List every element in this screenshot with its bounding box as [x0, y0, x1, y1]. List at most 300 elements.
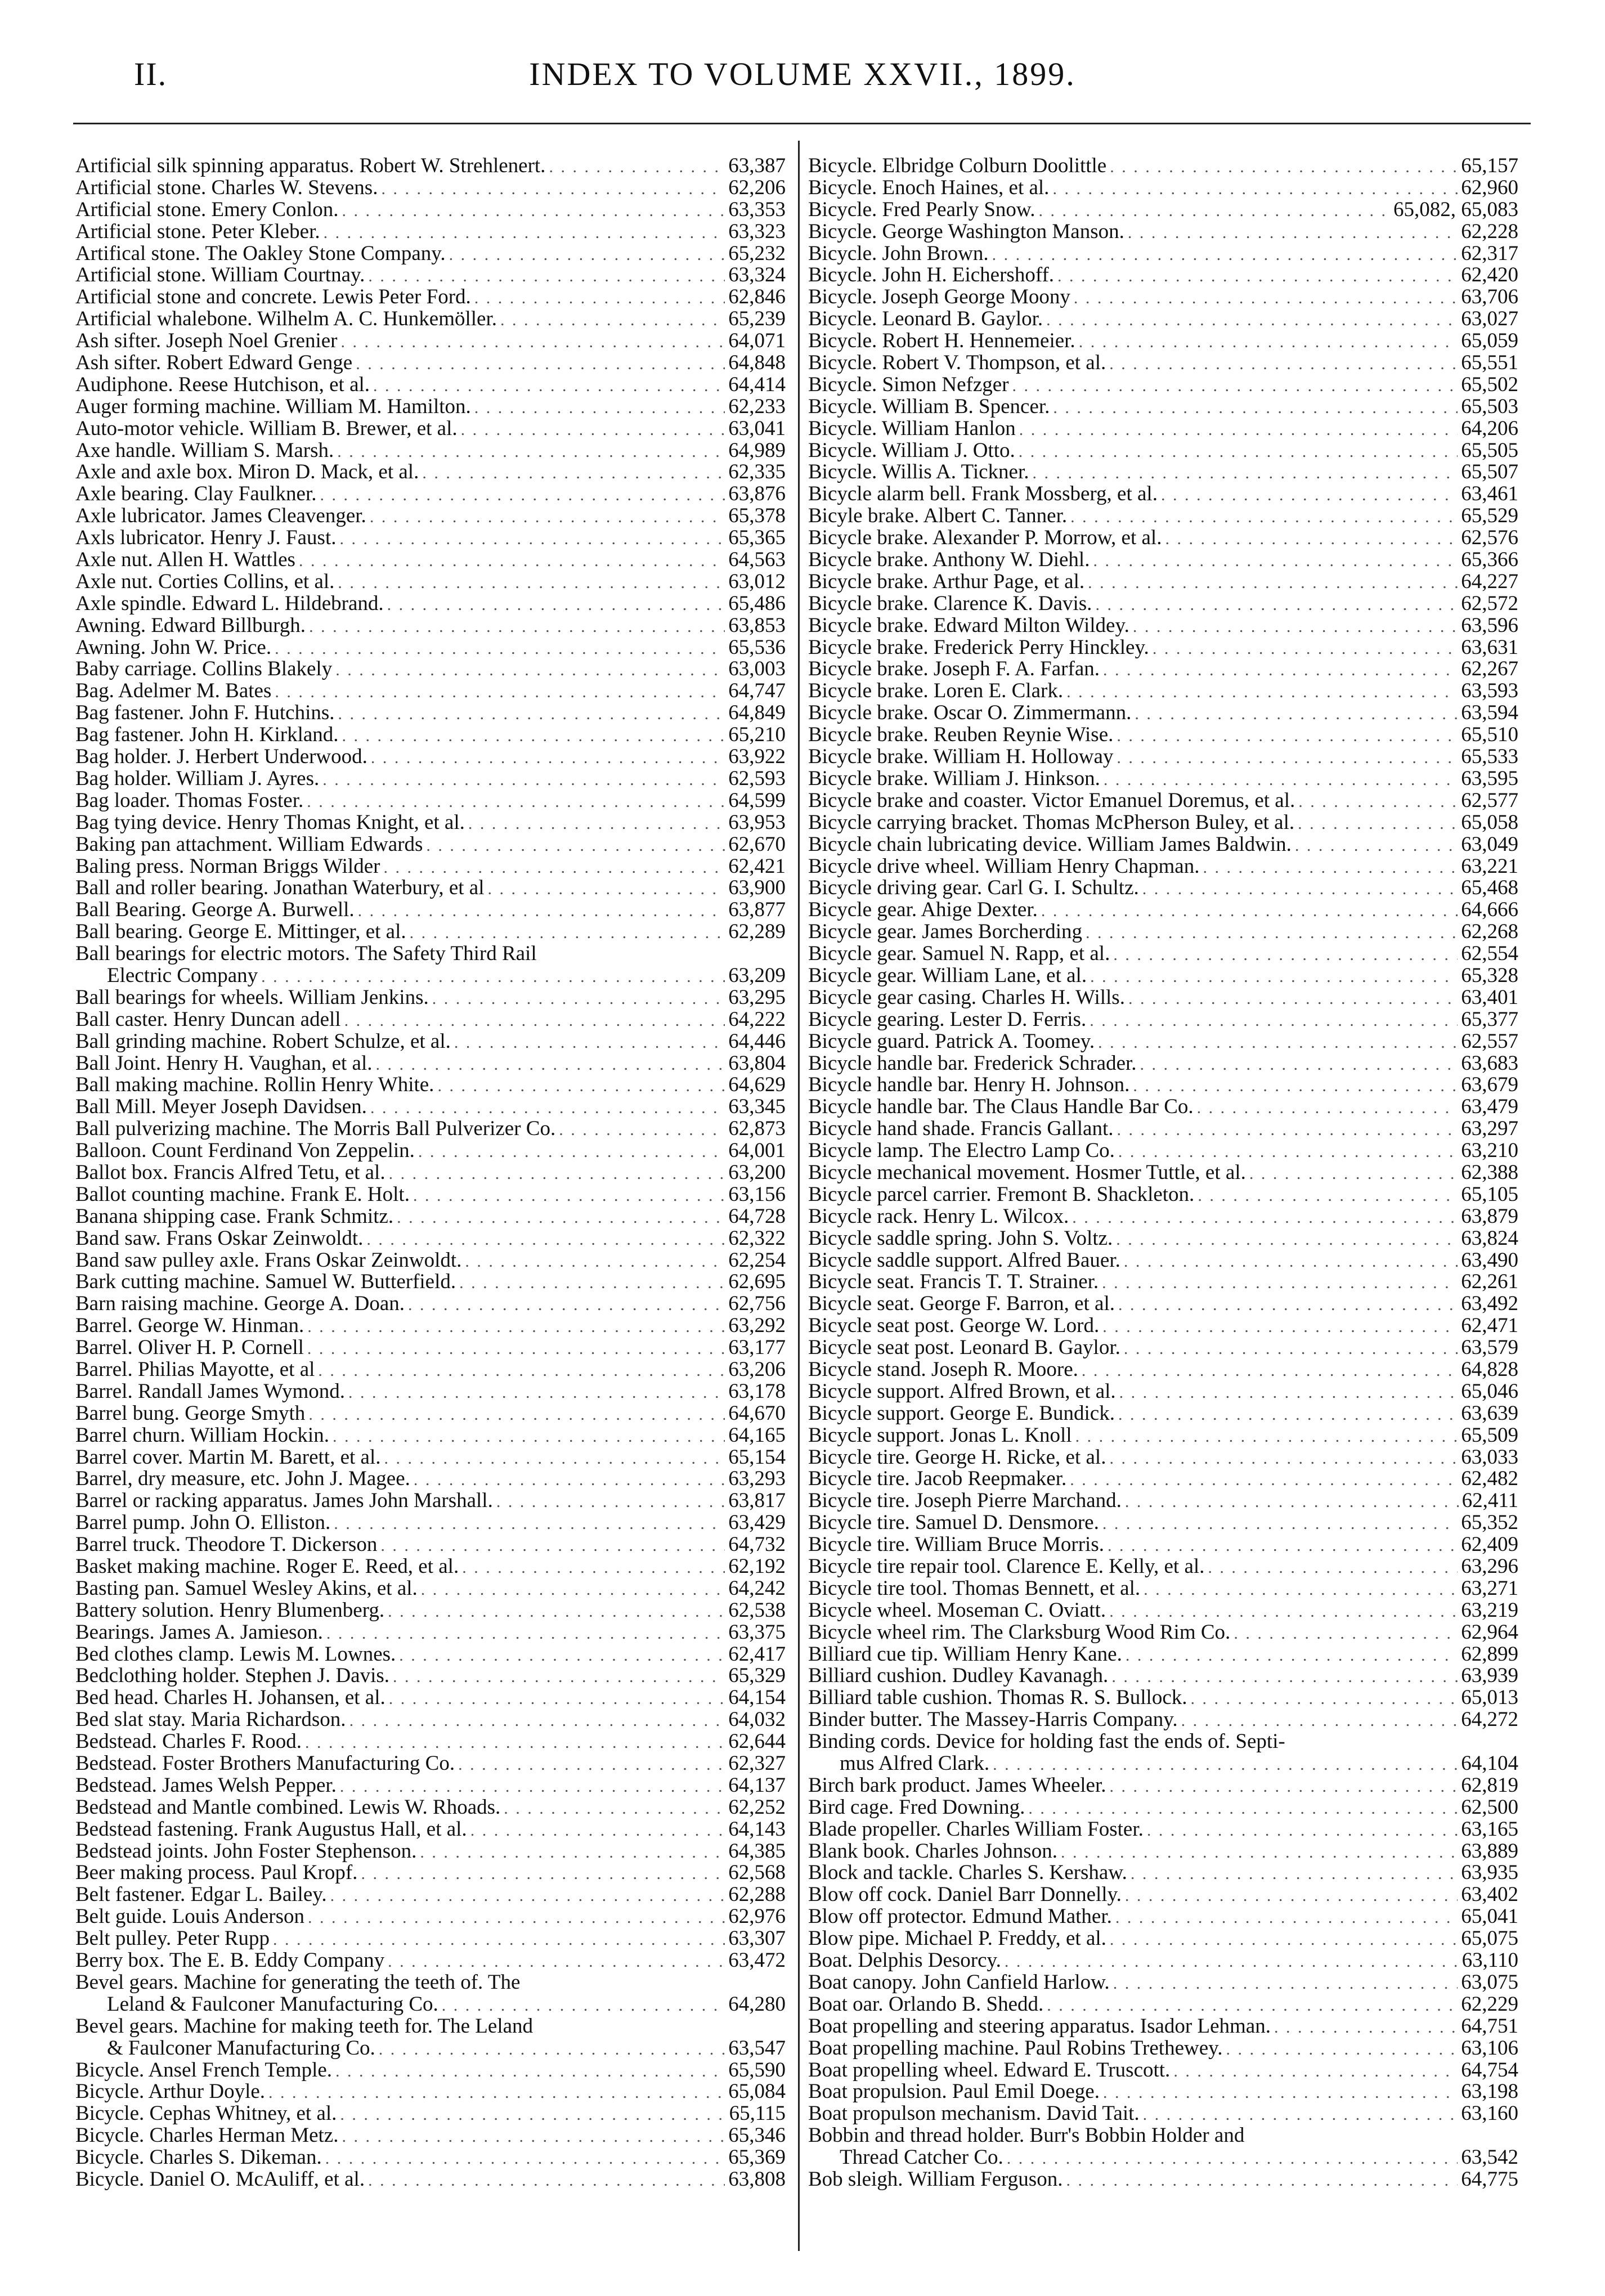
- entry-text: Ball Joint. Henry H. Vaughan, et al.: [75, 1052, 373, 1075]
- dot-leader: [1142, 878, 1458, 899]
- entry-text: Bearings. James A. Jamieson.: [75, 1621, 323, 1644]
- patent-number: 62,192: [728, 1556, 786, 1578]
- dot-leader: [370, 1097, 725, 1118]
- entry-text: Bicycle. John H. Eichershoff.: [808, 264, 1055, 287]
- entry-text: Axle nut. Allen H. Wattles: [75, 549, 295, 571]
- index-entry: [75, 1271, 786, 1293]
- entry-text: Bicycle seat post. Leonard B. Gaylor.: [808, 1337, 1120, 1359]
- index-entry: [808, 1906, 1518, 1928]
- dot-leader: [1070, 506, 1458, 527]
- patent-number: 62,538: [728, 1599, 786, 1622]
- entry-continuation: & Faulconer Manufacturing Co.: [107, 2037, 375, 2060]
- dot-leader: [1165, 528, 1458, 549]
- dot-leader: [1075, 1426, 1458, 1447]
- entry-text: Axle nut. Corties Collins, et al.: [75, 571, 335, 593]
- entry-text: Bicycle wheel rim. The Clarksburg Wood Rim Co.: [808, 1621, 1231, 1644]
- entry-text: Bicycle. Cephas Whitney, et al.: [75, 2103, 337, 2125]
- patent-number: 62,268: [1461, 921, 1518, 944]
- patent-number: 63,033: [1461, 1446, 1518, 1469]
- entry-text: Bicycle seat. George F. Barron, et al.: [808, 1293, 1115, 1316]
- dot-leader: [307, 1338, 725, 1359]
- index-entry: [808, 1556, 1518, 1578]
- index-entry: [75, 790, 786, 812]
- dot-leader: [1111, 1666, 1458, 1687]
- patent-number: 62,206: [728, 177, 786, 199]
- index-entry: [808, 987, 1518, 1009]
- patent-number: 65,157: [1461, 155, 1518, 177]
- patent-number: 62,846: [728, 286, 786, 309]
- dot-leader: [325, 2148, 725, 2169]
- patent-number: 63,900: [728, 877, 786, 900]
- dot-leader: [1249, 1163, 1458, 1184]
- entry-text: Ball bearing. George E. Mittinger, et al.: [75, 921, 406, 944]
- dot-leader: [333, 1426, 725, 1447]
- index-entry: [808, 768, 1518, 790]
- patent-number: 63,165: [1461, 1818, 1518, 1841]
- dot-leader: [335, 660, 725, 680]
- dot-leader: [389, 1688, 725, 1709]
- dot-leader: [307, 791, 725, 812]
- dot-leader: [1144, 1579, 1458, 1600]
- patent-number: 62,568: [728, 1862, 786, 1885]
- patent-number: 65,154: [728, 1446, 786, 1469]
- entry-text: Bag holder. William J. Ayres.: [75, 768, 320, 790]
- patent-number: 62,267: [1461, 658, 1518, 681]
- dot-leader: [1057, 266, 1458, 286]
- patent-number: 63,296: [1461, 1556, 1518, 1578]
- dot-leader: [442, 1995, 725, 2016]
- index-entry: [808, 834, 1518, 856]
- entry-text: Bicycle. Daniel O. McAuliff, et al.: [75, 2168, 365, 2191]
- dot-leader: [1110, 156, 1458, 177]
- index-entry: [808, 2038, 1518, 2060]
- patent-number: 65,058: [1461, 811, 1518, 834]
- patent-number: 65,551: [1461, 352, 1518, 374]
- dot-leader: [339, 528, 725, 549]
- index-entry: [75, 2125, 786, 2147]
- dot-leader: [1028, 1798, 1458, 1819]
- index-entry: [75, 1447, 786, 1469]
- entry-text: Auto-motor vehicle. William B. Brewer, et al.: [75, 418, 458, 440]
- dot-leader: [1147, 1820, 1458, 1841]
- dot-leader: [305, 1732, 725, 1753]
- patent-number: 62,572: [1461, 593, 1518, 615]
- entry-text: Bicycle hand shade. Francis Gallant.: [808, 1118, 1114, 1141]
- index-entry: [808, 1841, 1518, 1863]
- entry-text: Ash sifter. Robert Edward Genge: [75, 352, 353, 374]
- dot-leader: [1074, 288, 1458, 308]
- dot-leader: [1110, 1929, 1458, 1950]
- patent-number: 63,401: [1461, 986, 1518, 1009]
- index-entry: [75, 1140, 786, 1162]
- patent-number: 62,254: [728, 1249, 786, 1272]
- patent-number: 63,547: [728, 2037, 786, 2060]
- index-entry: [808, 1250, 1518, 1272]
- index-entry: [808, 1731, 1518, 1775]
- dot-leader: [1088, 572, 1458, 593]
- patent-number: 63,200: [728, 1162, 786, 1184]
- dot-leader: [1041, 900, 1458, 921]
- index-entry: [75, 1096, 786, 1118]
- entry-text: Ball bearings for electric motors. The Safety Third Rail: [75, 942, 537, 966]
- index-entry: [75, 593, 786, 615]
- index-entry: [75, 658, 786, 680]
- patent-number: 63,210: [1461, 1140, 1518, 1162]
- dot-leader: [1102, 1513, 1458, 1534]
- patent-number: 64,989: [728, 440, 786, 462]
- patent-number: 62,964: [1461, 1621, 1518, 1644]
- patent-number: 65,502: [1461, 374, 1518, 396]
- dot-leader: [383, 857, 725, 878]
- index-entry: [808, 1972, 1518, 1994]
- index-entry: [75, 1862, 786, 1884]
- index-entry: [75, 1753, 786, 1775]
- dot-leader: [1019, 441, 1458, 462]
- patent-number: 62,756: [728, 1293, 786, 1316]
- entry-text: Barn raising machine. George A. Doan.: [75, 1293, 405, 1316]
- patent-number: 63,027: [1461, 308, 1518, 331]
- entry-text: Artificial whalebone. Wilhelm A. C. Hunkemöller.: [75, 308, 497, 331]
- dot-leader: [1143, 2104, 1458, 2125]
- patent-number: 63,808: [728, 2168, 786, 2191]
- index-entry: [75, 155, 786, 177]
- entry-text: Bedstead joints. John Foster Stephenson.: [75, 1840, 417, 1863]
- patent-number: 63,178: [728, 1380, 786, 1403]
- patent-number: 65,510: [1461, 724, 1518, 747]
- dot-leader: [338, 703, 725, 724]
- entry-text: Ball pulverizing machine. The Morris Ball Pulverizer Co.: [75, 1118, 556, 1141]
- dot-leader: [307, 1316, 725, 1337]
- index-entry: [75, 768, 786, 790]
- dot-leader: [399, 1645, 725, 1666]
- patent-number: 62,252: [728, 1796, 786, 1819]
- patent-number: 63,206: [728, 1359, 786, 1381]
- index-entry: [75, 418, 786, 440]
- index-entry: [75, 680, 786, 702]
- index-entry: [808, 680, 1518, 702]
- dot-leader: [1109, 1448, 1458, 1469]
- index-entry: [75, 374, 786, 396]
- patent-number: 63,160: [1461, 2103, 1518, 2125]
- index-entry: [808, 1447, 1518, 1469]
- entry-text: Bobbin and thread holder. Burr's Bobbin Holder and: [808, 2124, 1245, 2147]
- dot-leader: [418, 1141, 725, 1162]
- entry-text: Bicycle brake. Frederick Perry Hinckley.: [808, 636, 1149, 659]
- entry-text: Bevel gears. Machine for making teeth for. The Leland: [75, 2014, 533, 2038]
- entry-text: Bicycle mechanical movement. Hosmer Tuttle, et al.: [808, 1162, 1246, 1184]
- entry-text: Bicycle drive wheel. William Henry Chapman.: [808, 855, 1200, 878]
- index-entry: [808, 1009, 1518, 1031]
- patent-number: 65,329: [728, 1665, 786, 1688]
- index-entry: [808, 286, 1518, 308]
- index-entry: [75, 527, 786, 549]
- dot-leader: [1113, 944, 1458, 965]
- dot-leader: [1118, 1141, 1458, 1162]
- entry-text: Balloon. Count Ferdinand Von Zeppelin.: [75, 1140, 415, 1162]
- index-entry: [808, 1797, 1518, 1819]
- index-entry: [808, 943, 1518, 965]
- dot-leader: [1126, 1645, 1458, 1666]
- dot-leader: [1039, 200, 1391, 221]
- entry-text: Beer making process. Paul Kropf.: [75, 1862, 358, 1885]
- dot-leader: [410, 922, 725, 943]
- dot-leader: [261, 966, 725, 987]
- dot-leader: [1153, 638, 1458, 659]
- index-entry: [808, 1775, 1518, 1797]
- dot-leader: [1117, 1119, 1458, 1140]
- index-entry: [808, 812, 1518, 834]
- dot-leader: [308, 1404, 725, 1425]
- entry-text: Barrel churn. William Hockin.: [75, 1424, 329, 1447]
- index-entry: [808, 1884, 1518, 1906]
- column-divider: [798, 141, 800, 2251]
- dot-leader: [1047, 1995, 1458, 2016]
- index-entry: [75, 637, 786, 659]
- patent-number: 62,421: [728, 855, 786, 878]
- patent-number: 65,046: [1461, 1380, 1518, 1403]
- dot-leader: [371, 747, 725, 768]
- entry-text: Billiard table cushion. Thomas R. S. Bullock.: [808, 1687, 1187, 1710]
- patent-number: 63,593: [1461, 680, 1518, 703]
- index-entry: [808, 899, 1518, 921]
- index-entry: [75, 221, 786, 243]
- patent-number: 65,486: [728, 593, 786, 615]
- index-entry: [75, 1950, 786, 1972]
- patent-number: 62,482: [1461, 1468, 1518, 1491]
- entry-text: Barrel pump. John O. Elliston.: [75, 1512, 331, 1535]
- dot-leader: [1133, 616, 1458, 637]
- entry-text: Bicycle. Robert V. Thompson, et al.: [808, 352, 1106, 374]
- index-entry: [75, 1665, 786, 1687]
- dot-leader: [1295, 835, 1458, 856]
- entry-text: Block and tackle. Charles S. Kershaw.: [808, 1862, 1127, 1885]
- patent-number: 64,563: [728, 549, 786, 571]
- index-entry: [75, 243, 786, 265]
- dot-leader: [330, 1885, 725, 1906]
- dot-leader: [388, 1951, 725, 1972]
- index-entry: [75, 2081, 786, 2103]
- entry-text: Bag tying device. Henry Thomas Knight, et al.: [75, 811, 465, 834]
- dot-leader: [344, 1010, 725, 1031]
- dot-leader: [1161, 485, 1458, 505]
- dot-leader: [1191, 1688, 1458, 1709]
- patent-number: 63,345: [728, 1096, 786, 1119]
- entry-text: Binding cords. Device for holding fast the ends of. Septi-: [808, 1730, 1285, 1754]
- dot-leader: [318, 1360, 725, 1381]
- index-entry: [75, 1709, 786, 1731]
- dot-leader: [324, 222, 725, 243]
- index-entry: [808, 965, 1518, 987]
- index-entry: [808, 549, 1518, 571]
- dot-leader: [468, 813, 725, 834]
- patent-number: 65,377: [1461, 1008, 1518, 1031]
- patent-number: 65,082, 65,083: [1393, 199, 1518, 221]
- dot-leader: [381, 178, 725, 199]
- index-entry: [75, 440, 786, 462]
- patent-number: 62,899: [1461, 1643, 1518, 1666]
- entry-text: Belt guide. Louis Anderson: [75, 1906, 304, 1929]
- index-entry: [808, 615, 1518, 637]
- dot-leader: [340, 2104, 725, 2125]
- dot-leader: [1109, 1601, 1458, 1622]
- index-entry: [75, 943, 786, 987]
- entry-text: Boat oar. Orlando B. Shedd.: [808, 1993, 1044, 2016]
- patent-number: 64,272: [1461, 1709, 1518, 1732]
- index-entry: [808, 396, 1518, 418]
- dot-leader: [1053, 397, 1458, 418]
- patent-number: 65,075: [1461, 1928, 1518, 1950]
- dot-leader: [462, 1557, 725, 1578]
- dot-leader: [326, 1623, 725, 1644]
- index-entry: [808, 1578, 1518, 1600]
- patent-number: 62,960: [1461, 177, 1518, 199]
- patent-number: 65,365: [728, 527, 786, 550]
- index-entry: [75, 746, 786, 768]
- dot-leader: [268, 2082, 725, 2103]
- dot-leader: [275, 638, 725, 659]
- patent-number: 64,732: [728, 1534, 786, 1557]
- entry-text: Bicycle seat. Francis T. T. Strainer.: [808, 1271, 1099, 1294]
- dot-leader: [459, 1272, 725, 1293]
- dot-leader: [1012, 375, 1458, 396]
- patent-number: 65,536: [728, 636, 786, 659]
- dot-leader: [342, 2126, 725, 2147]
- dot-leader: [1082, 1360, 1458, 1381]
- entry-text: Boat canopy. John Canfield Harlow.: [808, 1971, 1110, 1994]
- index-entry: [808, 1665, 1518, 1687]
- entry-text: Bedstead. Foster Brothers Manufacturing Co.: [75, 1753, 455, 1775]
- patent-number: 62,327: [728, 1753, 786, 1775]
- patent-number: 63,490: [1461, 1249, 1518, 1272]
- entry-text: Bicycle. John Brown.: [808, 243, 989, 265]
- index-entry: [808, 1293, 1518, 1315]
- entry-text: Bag fastener. John H. Kirkland.: [75, 724, 339, 747]
- index-entry: [808, 1228, 1518, 1250]
- entry-text: Bicycle. Charles S. Dikeman.: [75, 2147, 322, 2169]
- dot-leader: [1128, 988, 1458, 1009]
- patent-number: 63,003: [728, 658, 786, 681]
- index-entry: [75, 396, 786, 418]
- dot-leader: [334, 1513, 725, 1534]
- index-entry: [808, 877, 1518, 899]
- index-entry: [75, 2147, 786, 2169]
- dot-leader: [1125, 1491, 1459, 1512]
- index-entry: [808, 2169, 1518, 2191]
- index-entry: [75, 1972, 786, 2016]
- patent-number: 62,317: [1461, 243, 1518, 265]
- patent-number: 64,446: [728, 1030, 786, 1053]
- dot-leader: [358, 900, 725, 921]
- index-entry: [75, 1118, 786, 1140]
- dot-leader: [504, 1798, 725, 1819]
- entry-continuation: Electric Company: [107, 965, 258, 987]
- dot-leader: [1061, 1842, 1458, 1863]
- entry-text: Bag holder. J. Herbert Underwood.: [75, 746, 367, 768]
- header-rule: [73, 123, 1531, 124]
- entry-text: Blow pipe. Michael P. Freddy, et al.: [808, 1928, 1106, 1950]
- patent-number: 62,577: [1461, 790, 1518, 812]
- patent-number: 62,229: [1461, 1993, 1518, 2016]
- dot-leader: [1116, 1229, 1458, 1250]
- patent-number: 62,420: [1461, 264, 1518, 287]
- patent-number: 65,533: [1461, 746, 1518, 768]
- entry-continuation: Leland & Faulconer Manufacturing Co.: [107, 1993, 438, 2016]
- patent-number: 62,695: [728, 1271, 786, 1294]
- index-entry: [75, 899, 786, 921]
- entry-text: Barrel. Philias Mayotte, et al: [75, 1359, 315, 1381]
- entry-text: Bicycle chain lubricating device. William James Baldwin.: [808, 833, 1292, 856]
- entry-text: Bicycle saddle support. Alfred Bauer.: [808, 1249, 1120, 1272]
- index-entry: [808, 1053, 1518, 1075]
- dot-leader: [470, 1820, 725, 1841]
- index-entry: [75, 1906, 786, 1928]
- entry-text: Bicycle brake. Oscar O. Zimmermann.: [808, 702, 1132, 725]
- entry-text: Bicycle seat post. George W. Lord.: [808, 1315, 1100, 1338]
- entry-text: Boat propelling and steering apparatus. Isador Lehman.: [808, 2015, 1271, 2038]
- entry-text: Bed slat stay. Maria Richardson.: [75, 1709, 346, 1732]
- dot-leader: [1128, 222, 1458, 243]
- patent-number: 64,414: [728, 374, 786, 396]
- entry-text: Bicycle carrying bracket. Thomas McPherson Buley, et al.: [808, 811, 1295, 834]
- patent-number: 65,346: [728, 2125, 786, 2147]
- entry-text: Barrel. Randall James Wymond.: [75, 1380, 346, 1403]
- entry-text: Bicycle stand. Joseph R. Moore.: [808, 1358, 1078, 1381]
- entry-text: Bicycle. William B. Spencer.: [808, 396, 1050, 418]
- index-entry: [808, 308, 1518, 330]
- patent-number: 64,071: [728, 330, 786, 353]
- index-entry: [808, 658, 1518, 680]
- index-entry: [75, 461, 786, 483]
- patent-number: 63,156: [728, 1183, 786, 1206]
- dot-leader: [1005, 1951, 1459, 1972]
- patent-number: 65,232: [728, 243, 786, 265]
- index-entry: [75, 308, 786, 330]
- dot-leader: [380, 1535, 725, 1556]
- index-entry: [75, 549, 786, 571]
- patent-number: 63,041: [728, 418, 786, 440]
- index-entry: [75, 352, 786, 374]
- index-entry: [808, 374, 1518, 396]
- patent-number: 63,387: [728, 155, 786, 177]
- dot-leader: [1113, 1973, 1458, 1994]
- entry-text: Boat. Delphis Desorcy.: [808, 1950, 1001, 1972]
- index-entry: [808, 1687, 1518, 1709]
- index-entry: [808, 1994, 1518, 2016]
- patent-number: 65,366: [1461, 549, 1518, 571]
- patent-number: 63,075: [1461, 1971, 1518, 1994]
- patent-number: 64,104: [1461, 1753, 1518, 1775]
- entry-text: Bed head. Charles H. Johansen, et al.: [75, 1687, 385, 1710]
- patent-number: 63,579: [1461, 1337, 1518, 1359]
- patent-number: 65,529: [1461, 505, 1518, 528]
- entry-text: Bicycle parcel carrier. Fremont B. Shackleton.: [808, 1183, 1195, 1206]
- index-entry: [808, 921, 1518, 943]
- index-entry: [808, 199, 1518, 221]
- index-entry: [75, 1578, 786, 1600]
- dot-leader: [1119, 1382, 1458, 1403]
- index-entry: [75, 1315, 786, 1337]
- patent-number: 64,751: [1461, 2015, 1518, 2038]
- patent-number: 63,877: [728, 899, 786, 922]
- dot-leader: [1125, 1885, 1458, 1906]
- entry-text: Bob sleigh. William Ferguson.: [808, 2168, 1063, 2191]
- patent-number: 63,198: [1461, 2081, 1518, 2104]
- index-entry: [808, 856, 1518, 878]
- patent-number: 64,849: [728, 702, 786, 725]
- dot-leader: [1173, 2061, 1458, 2082]
- index-entry: [75, 1512, 786, 1534]
- entry-text: Ball making machine. Rollin Henry White.: [75, 1074, 434, 1097]
